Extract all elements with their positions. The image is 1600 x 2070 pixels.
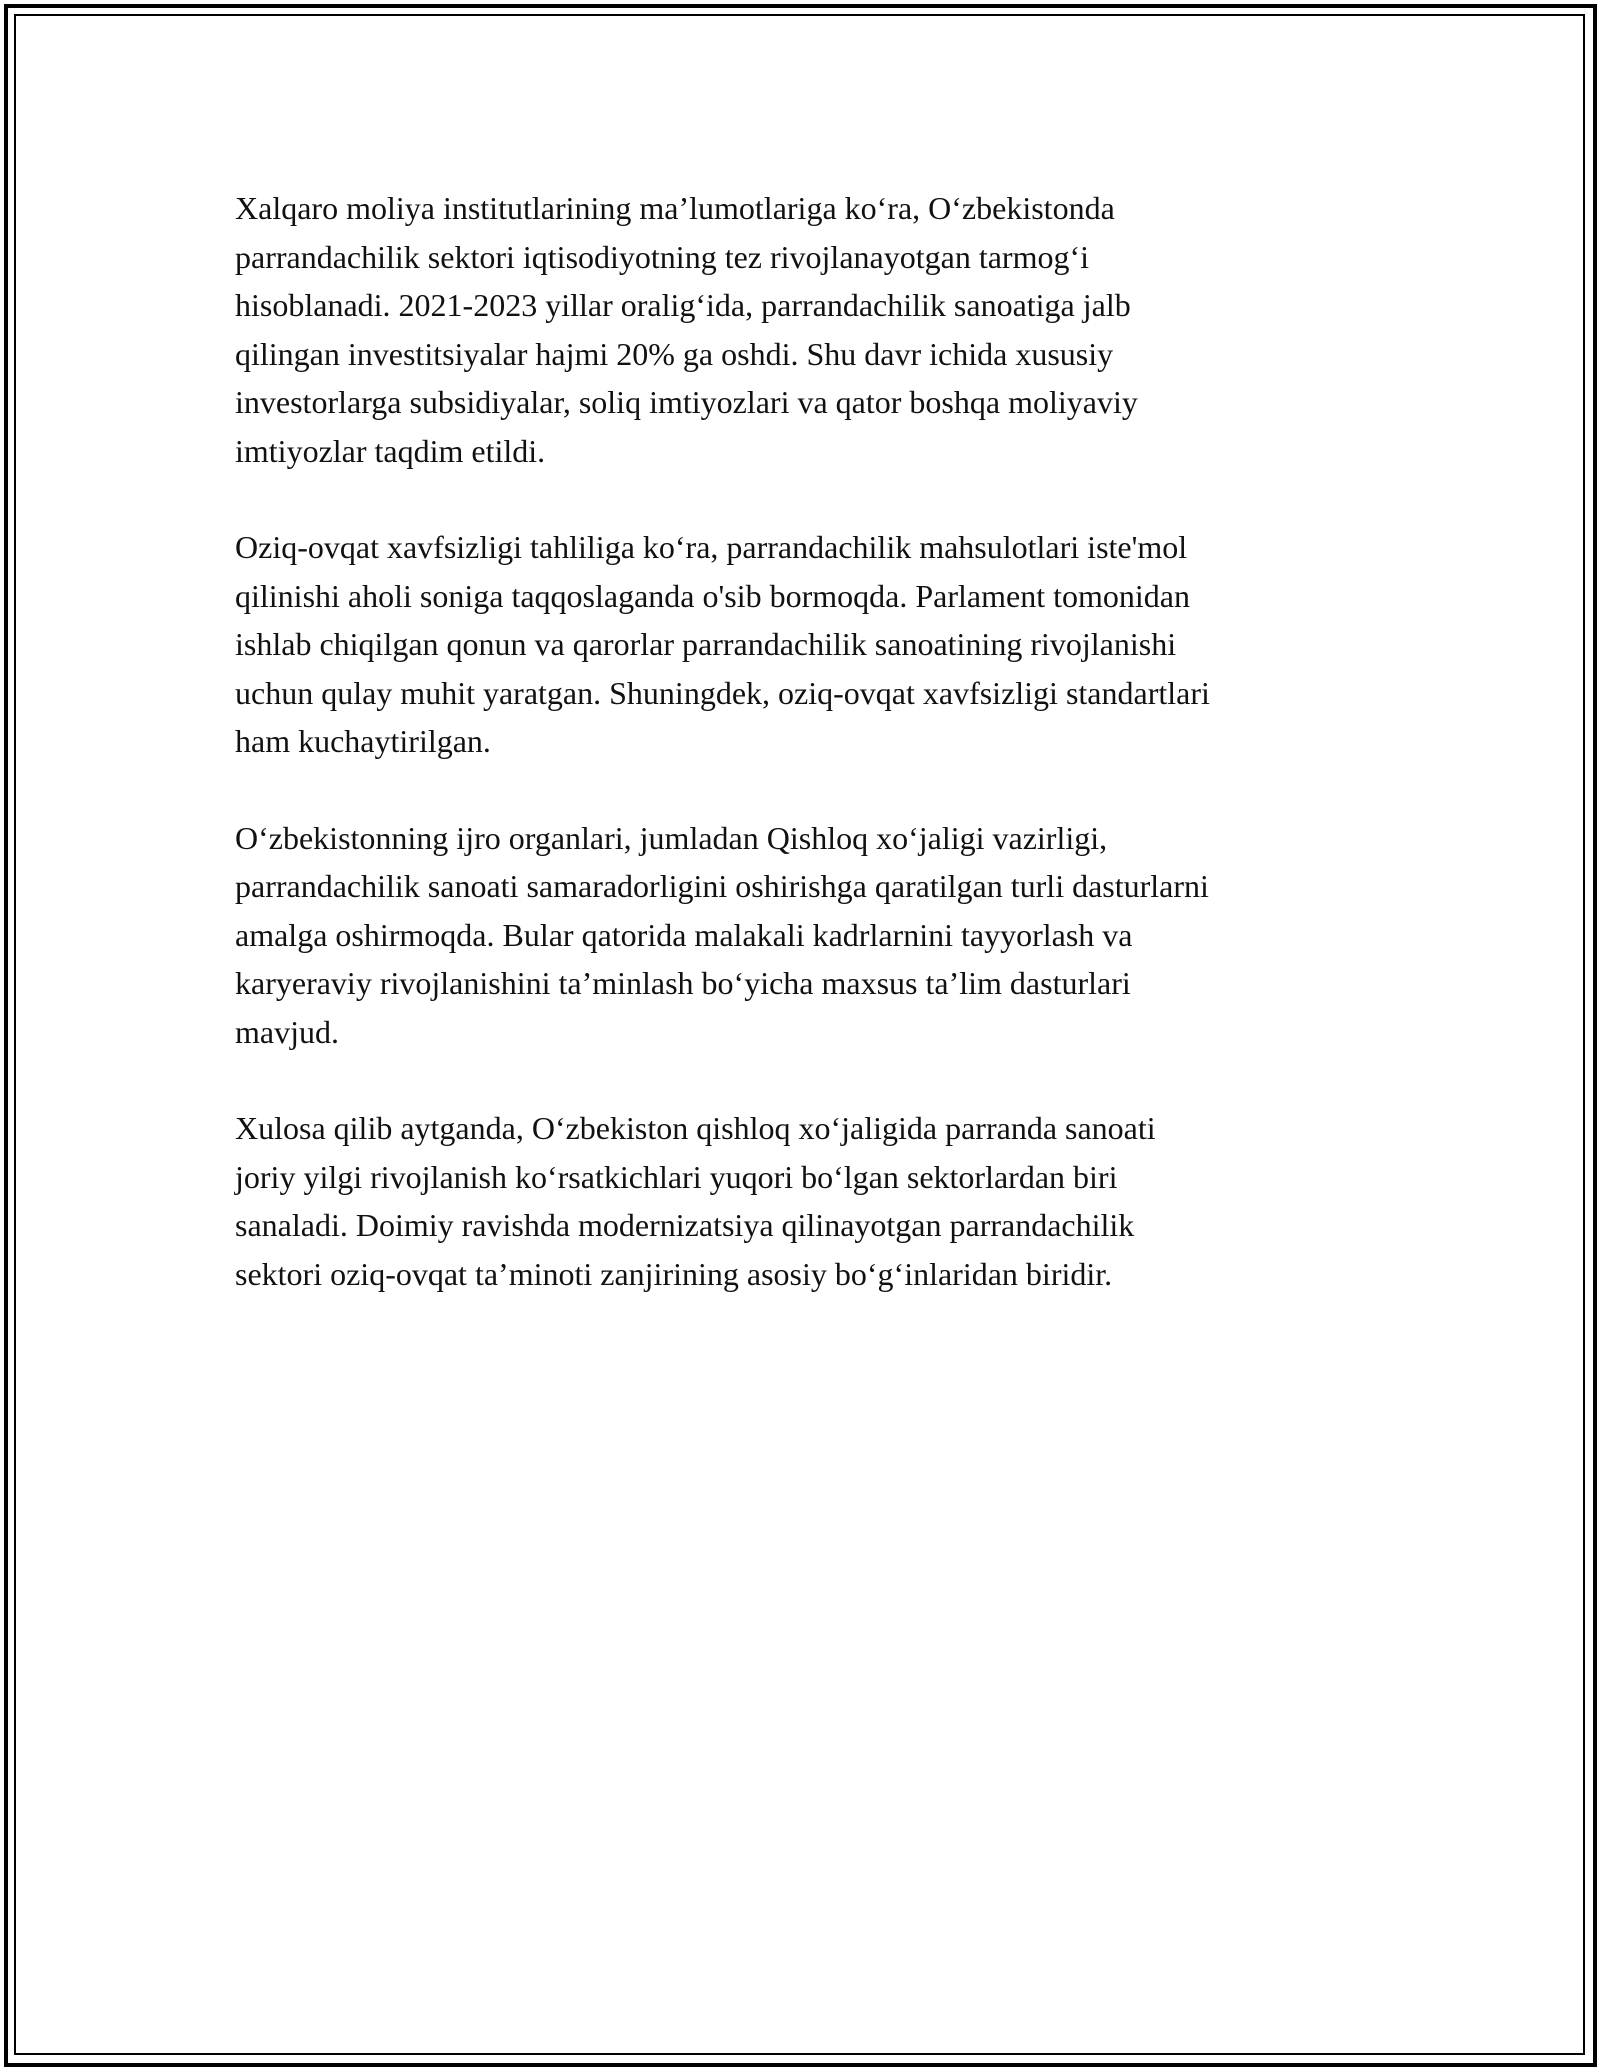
paragraph-3: O‘zbekistonning ijro organlari, jumladan Qishloq xo‘jaligi vazirligi, parrandachilik sanoati samaradorligini oshirishga qaratilgan turli dasturlarni amalga oshirmoqda. Bular qatorida malakali kadrlarnini tayyorlash va karyeraviy rivojlanishini ta’minlash bo‘yicha maxsus ta’lim dasturlari mavjud.	[235, 819, 1209, 1050]
document-body	[235, 184, 1365, 1346]
paragraph-2: Oziq-ovqat xavfsizligi tahliliga ko‘ra, parrandachilik mahsulotlari iste'mol qilinishi aholi soniga taqqoslaganda o'sib bormoqda. Parlament tomonidan ishlab chiqilgan qonun va qarorlar parrandachilik sanoatining rivojlanishi uchun qulay muhit yaratgan. Shuningdek, oziq-ovqat xavfsizligi standartlari ham kuchaytirilgan.	[235, 529, 1210, 759]
paragraph-1: Xalqaro moliya institutlarining ma’lumotlariga ko‘ra, O‘zbekistonda parrandachilik sektori iqtisodiyotning tez rivojlanayotgan tarmog‘i hisoblanadi. 2021-2023 yillar oralig‘ida, parrandachilik sanoatiga jalb qilingan investitsiyalar hajmi 20% ga oshdi. Shu davr ichida xususiy investorlarga subsidiyalar, soliq imtiyozlari va qator boshqa moliyaviy imtiyozlar taqdim etildi.	[235, 190, 1138, 469]
paragraph-4: Xulosa qilib aytganda, O‘zbekiston qishloq xo‘jaligida parranda sanoati joriy yilgi rivojlanish ko‘rsatkichlari yuqori bo‘lgan sektorlardan biri sanaladi. Doimiy ravishda modernizatsiya qilinayotgan parrandachilik sektori oziq-ovqat ta’minoti zanjirining asosiy bo‘g‘inlaridan biridir.	[235, 1110, 1156, 1292]
